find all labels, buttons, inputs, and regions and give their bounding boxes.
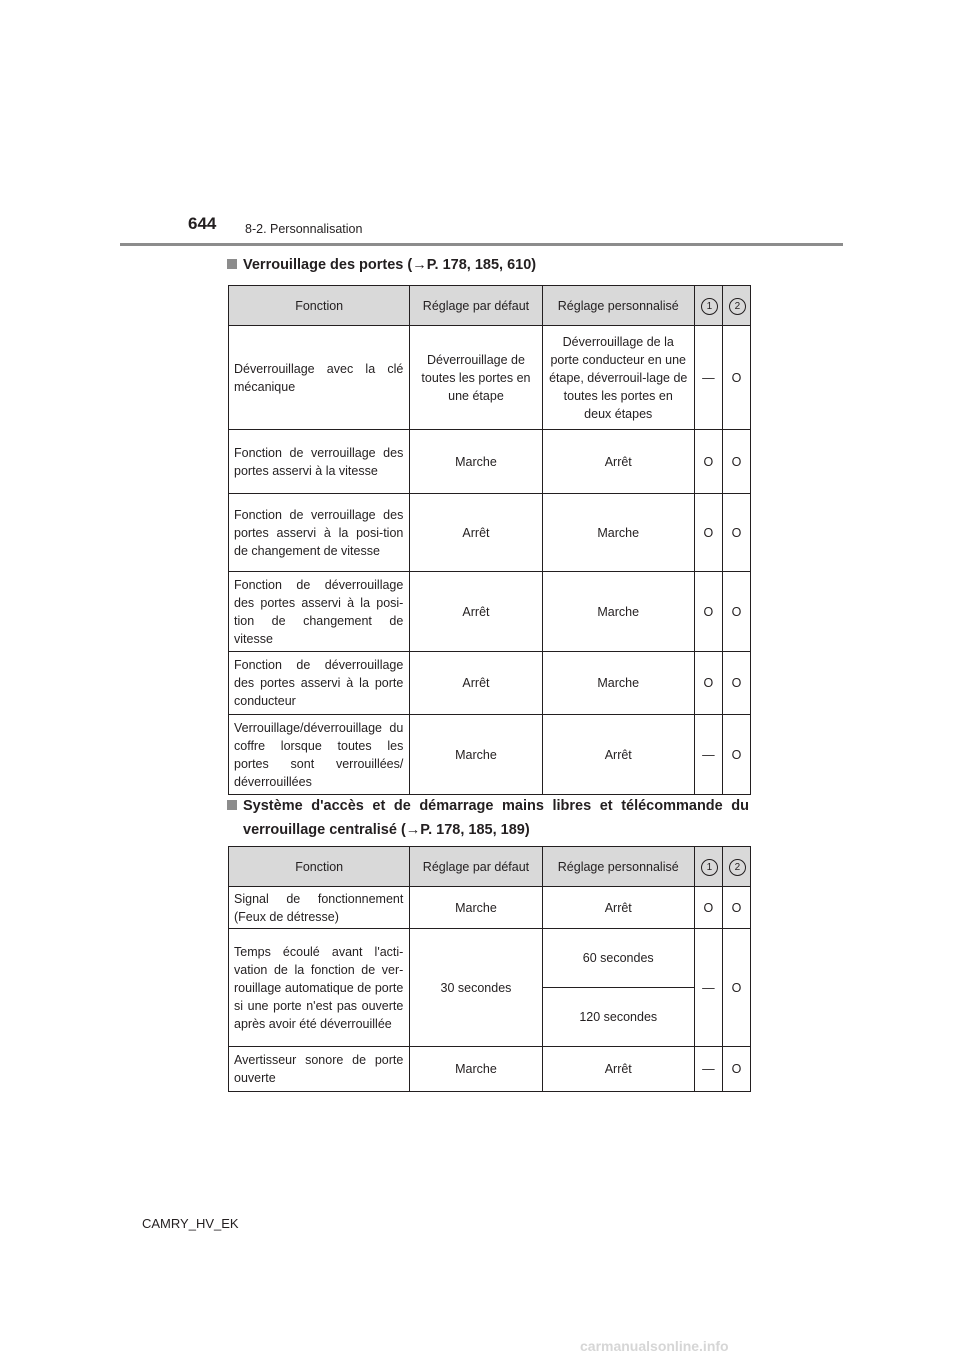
custom-cell: Marche (542, 494, 694, 572)
column-header-method-1 (694, 847, 722, 887)
method-2-cell: O (722, 929, 750, 1047)
method-2-cell: O (722, 715, 750, 795)
table-row (229, 430, 751, 494)
section-heading-text: Verrouillage des portes (→P. 178, 185, 610) (243, 257, 537, 273)
circled-2-icon: 2 (729, 298, 746, 315)
column-header-default: Réglage par défaut (410, 847, 542, 887)
table-row (229, 326, 751, 430)
method-2-cell: O (722, 326, 750, 430)
default-cell: Déverrouillage de toutes les portes en une étape (410, 326, 542, 430)
table-row (229, 887, 751, 929)
square-bullet-icon (227, 259, 237, 269)
method-2-cell: O (722, 887, 750, 929)
column-header-function: Fonction (229, 847, 410, 887)
column-header-custom: Réglage personnalisé (542, 847, 694, 887)
section-heading-smart-entry (227, 794, 749, 842)
header-rule (120, 243, 843, 246)
method-2-cell: O (722, 572, 750, 652)
table-header-row (229, 286, 751, 326)
smart-entry-table (228, 846, 751, 1092)
function-cell: Temps écoulé avant l'acti-vation de la fonction de ver-rouillage automatique de porte si une porte n'est pas ouverte après avoir été déverrouillée (229, 929, 410, 1047)
function-cell: Fonction de déverrouillage des portes asservi à la posi-tion de changement de vitesse (229, 572, 410, 652)
custom-cell: Arrêt (542, 887, 694, 929)
default-cell: Arrêt (410, 572, 542, 652)
method-1-cell: — (694, 1047, 722, 1092)
method-2-cell: O (722, 652, 750, 715)
footer-code: CAMRY_HV_EK (142, 1216, 239, 1231)
page-number: 644 (188, 214, 217, 233)
default-cell: Arrêt (410, 652, 542, 715)
column-header-custom: Réglage personnalisé (542, 286, 694, 326)
function-cell: Verrouillage/déverrouillage du coffre lorsque toutes les portes sont verrouillées/ déverrouillées (229, 715, 410, 795)
table-row (229, 715, 751, 795)
default-cell: Marche (410, 1047, 542, 1092)
method-1-cell: O (694, 572, 722, 652)
method-1-cell: O (694, 887, 722, 929)
table-row (229, 652, 751, 715)
method-1-cell: — (694, 326, 722, 430)
function-cell: Déverrouillage avec la clé mécanique (229, 326, 410, 430)
method-1-cell: O (694, 494, 722, 572)
default-cell: Arrêt (410, 494, 542, 572)
circled-1-icon: 1 (701, 859, 718, 876)
custom-cell: Marche (542, 572, 694, 652)
custom-cell: 120 secondes (542, 988, 694, 1047)
column-header-method-2 (722, 847, 750, 887)
function-cell: Signal de fonctionnement (Feux de détresse) (229, 887, 410, 929)
function-cell: Avertisseur sonore de porte ouverte (229, 1047, 410, 1092)
table-row (229, 572, 751, 652)
method-1-cell: — (694, 929, 722, 1047)
method-2-cell: O (722, 1047, 750, 1092)
method-2-cell: O (722, 494, 750, 572)
function-cell: Fonction de verrouillage des portes asservi à la posi-tion de changement de vitesse (229, 494, 410, 572)
function-cell: Fonction de verrouillage des portes asservi à la vitesse (229, 430, 410, 494)
table-header-row (229, 847, 751, 887)
custom-cell: Arrêt (542, 1047, 694, 1092)
method-2-cell: O (722, 430, 750, 494)
circled-1-icon: 1 (701, 298, 718, 315)
table-row (229, 929, 751, 988)
method-1-cell: O (694, 652, 722, 715)
table-row (229, 494, 751, 572)
column-header-default: Réglage par défaut (410, 286, 542, 326)
section-heading-text: Système d'accès et de démarrage mains libres et télécommande du verrouillage centralisé (→P. 178, 185, 189) (243, 798, 749, 838)
square-bullet-icon (227, 800, 237, 810)
circled-2-icon: 2 (729, 859, 746, 876)
custom-cell: Arrêt (542, 430, 694, 494)
column-header-function: Fonction (229, 286, 410, 326)
door-locking-table (228, 285, 751, 795)
custom-cell: Déverrouillage de la porte conducteur en une étape, déverrouil-lage de toutes les portes en deux étapes (542, 326, 694, 430)
watermark: carmanualsonline.info (580, 1338, 729, 1354)
custom-cell: 60 secondes (542, 929, 694, 988)
section-heading-door-locking (227, 253, 536, 277)
method-1-cell: O (694, 430, 722, 494)
custom-cell: Marche (542, 652, 694, 715)
table-row (229, 1047, 751, 1092)
method-1-cell: — (694, 715, 722, 795)
default-cell: Marche (410, 715, 542, 795)
custom-cell: Arrêt (542, 715, 694, 795)
default-cell: Marche (410, 887, 542, 929)
function-cell: Fonction de déverrouillage des portes asservi à la porte conducteur (229, 652, 410, 715)
default-cell: 30 secondes (410, 929, 542, 1047)
section-label: 8-2. Personnalisation (245, 222, 363, 236)
column-header-method-2 (722, 286, 750, 326)
default-cell: Marche (410, 430, 542, 494)
column-header-method-1 (694, 286, 722, 326)
